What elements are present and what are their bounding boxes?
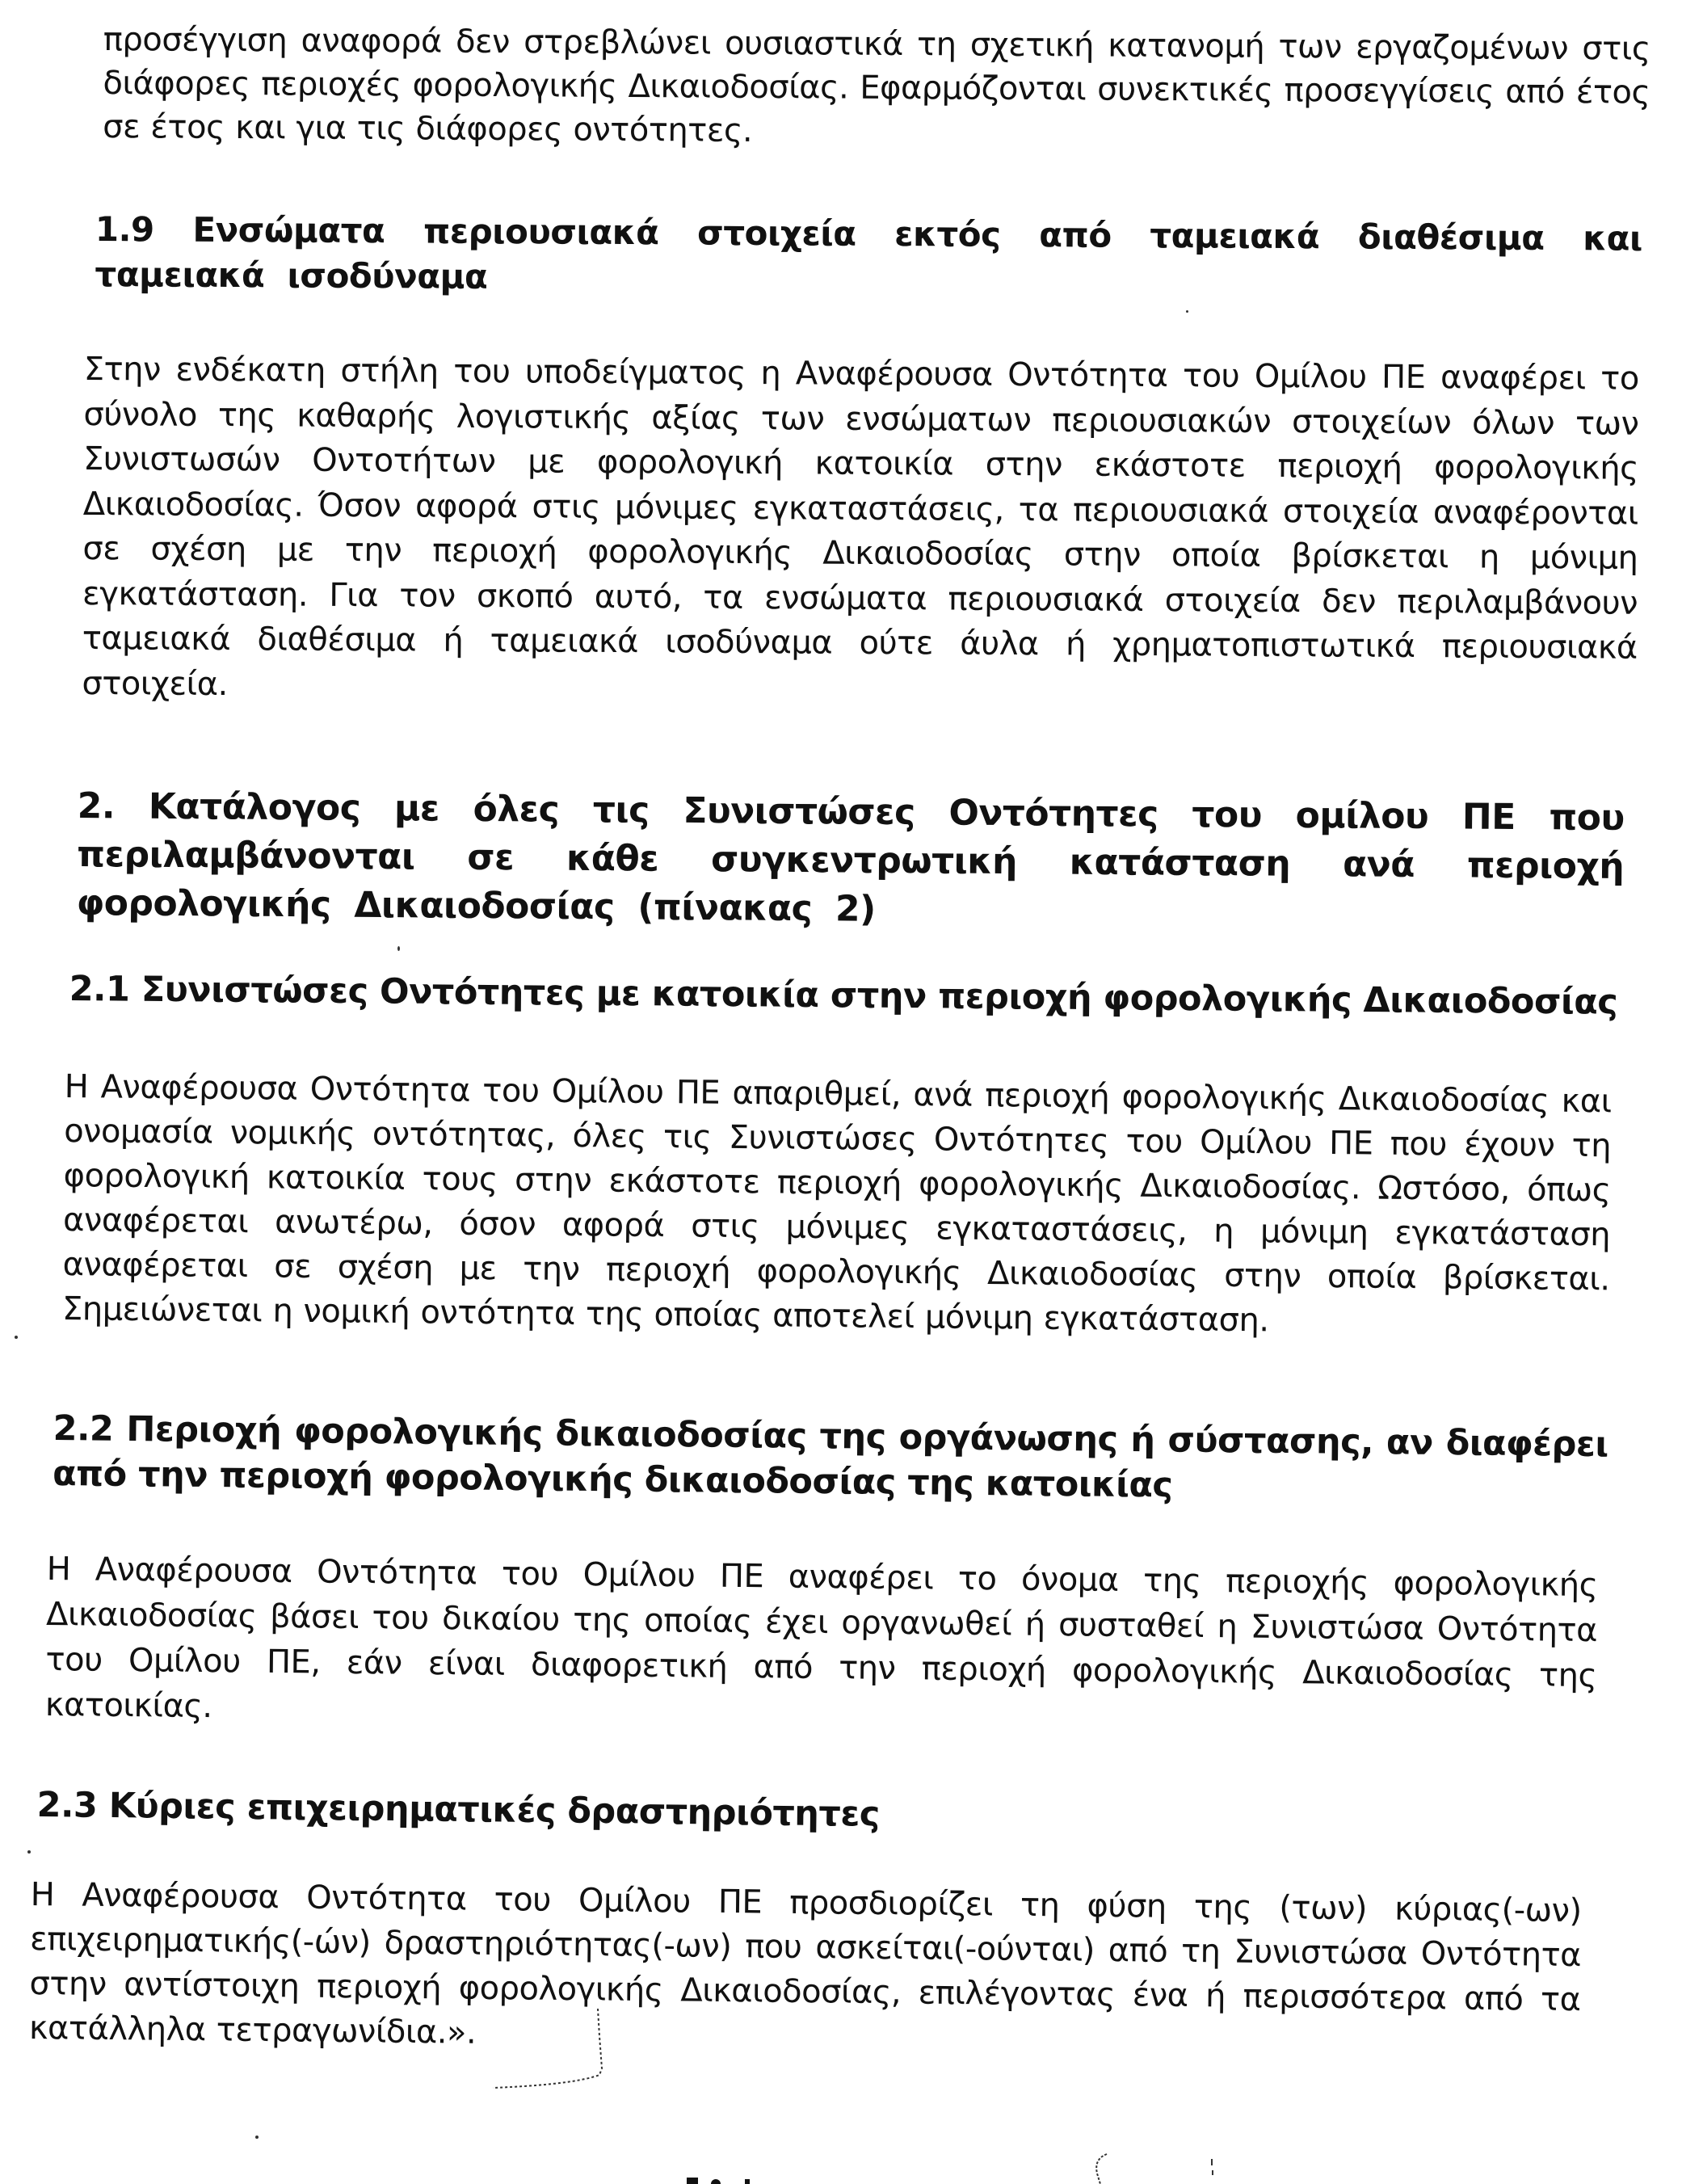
- scan-speck: [15, 1336, 18, 1339]
- section-1-9-body-block: [82, 347, 1639, 716]
- scan-speck: [1186, 310, 1188, 313]
- handwritten-signature-mark: [1083, 2149, 1293, 2184]
- section-2-1: [69, 966, 1621, 1025]
- section-2-2: [53, 1406, 1608, 1513]
- scan-speck: [27, 1850, 31, 1854]
- section-2-3-heading: 2.3 Κύριες επιχειρηματικές δραστηριότητες: [36, 1784, 881, 1835]
- section-2-1-heading: 2.1 Συνιστώσες Οντότητες με κατοικία στην περιοχή φορολογικής Δικαιοδοσίας: [69, 968, 1618, 1023]
- section-2-3: [36, 1782, 1572, 1845]
- section-1-9: [95, 207, 1642, 307]
- section-2-2-body-block: [45, 1546, 1598, 1744]
- section-1-9-body: Στην ενδέκατη στήλη του υποδείγματος η Αναφέρουσα Οντότητα του Ομίλου ΠΕ αναφέρει το σύνολο της καθαρής λογιστικής αξίας των ενσώματων περιουσιακών στοιχείων όλων των Συνιστωσών Οντοτήτων με φορολογική κατοικία στην εκάστοτε περιοχή φορολογικής Δικαιοδοσίας. Όσον αφορά στις μόνιμες εγκαταστάσεις, τα περιουσιακά στοιχεία αναφέρονται σε σχέση με την περιοχή φορολογικής Δικαιοδοσίας στην οποία βρίσκεται η μόνιμη εγκατάσταση. Για τον σκοπό αυτό, τα ενσώματα περιουσιακά στοιχεία δεν περιλαμβάνουν ταμειακά διαθέσιμα ή ταμειακά ισοδύναμα ούτε άυλα ή χρηματοπιστωτικά περιουσιακά στοιχεία.: [82, 350, 1639, 703]
- section-2-heading: 2. Κατάλογος με όλες τις Συνιστώσες Οντότητες του ομίλου ΠΕ που περιλαμβάνονται σε κάθε συγκεντρωτική κατάσταση ανά περιοχή φορολογικής Δικαιοδοσίας (πίνακας 2): [76, 785, 1625, 930]
- section-2-2-heading: 2.2 Περιοχή φορολογικής δικαιοδοσίας της οργάνωσης ή σύστασης, αν διαφέρει από την περιοχή φορολογικής δικαιοδοσίας της κατοικίας: [52, 1408, 1608, 1506]
- scan-speck: [397, 946, 400, 951]
- section-2: [77, 782, 1625, 940]
- scan-speck: [255, 2136, 259, 2139]
- intro-paragraph: προσέγγιση αναφορά δεν στρεβλώνει ουσιαστικά τη σχετική κατανομή των εργαζομένων στις διάφορες περιοχές φορολογικής Δικαιοδοσίας. Εφαρμόζονται συνεκτικές προσεγγίσεις από έτος σε έτος και για τις διάφορες οντότητες.: [103, 20, 1650, 149]
- section-2-1-body-block: [62, 1065, 1612, 1346]
- section-2-1-body: Η Αναφέρουσα Οντότητα του Ομίλου ΠΕ απαριθμεί, ανά περιοχή φορολογικής Δικαιοδοσίας και ονομασία νομικής οντότητας, όλες τις Συνιστώσες Οντότητες του Ομίλου ΠΕ που έχουν τη φορολογική κατοικία τους στην εκάστοτε περιοχή φορολογικής Δικαιοδοσίας. Ωστόσο, όπως αναφέρεται ανωτέρω, όσον αφορά στις μόνιμες εγκαταστάσεις, η μόνιμη εγκατάσταση αναφέρεται σε σχέση με την περιοχή φορολογικής Δικαιοδοσίας στην οποία βρίσκεται. Σημειώνεται η νομική οντότητα της οποίας αποτελεί μόνιμη εγκατάσταση.: [61, 1067, 1612, 1340]
- section-2-3-body: Η Αναφέρουσα Οντότητα του Ομίλου ΠΕ προσδιορίζει τη φύση της (των) κύριας(-ων) επιχειρηματικής(-ών) δραστηριότητας(-ων) που ασκείται(-ούνται) από τη Συνιστώσα Οντότητα στην αντίστοιχη περιοχή φορολογικής Δικαιοδοσίας, επιλέγοντας ένα ή περισσότερα από τα κατάλληλα τετραγωνίδια.».: [28, 1875, 1582, 2051]
- bottom-cut-text-fragment: [687, 2178, 816, 2184]
- section-2-2-body: Η Αναφέρουσα Οντότητα του Ομίλου ΠΕ αναφέρει το όνομα της περιοχής φορολογικής Δικαιοδοσίας βάσει του δικαίου της οποίας έχει οργανωθεί ή συσταθεί η Συνιστώσα Οντότητα του Ομίλου ΠΕ, εάν είναι διαφορετική από την περιοχή φορολογικής Δικαιοδοσίας της κατοικίας.: [44, 1550, 1598, 1726]
- section-1-9-heading: 1.9 Ενσώματα περιουσιακά στοιχεία εκτός από ταμειακά διαθέσιμα και ταμειακά ισοδύναμα: [95, 208, 1642, 297]
- handwritten-bracket-mark: [477, 2004, 638, 2101]
- intro-paragraph-block: [103, 18, 1650, 158]
- section-2-3-body-block: [29, 1873, 1582, 2067]
